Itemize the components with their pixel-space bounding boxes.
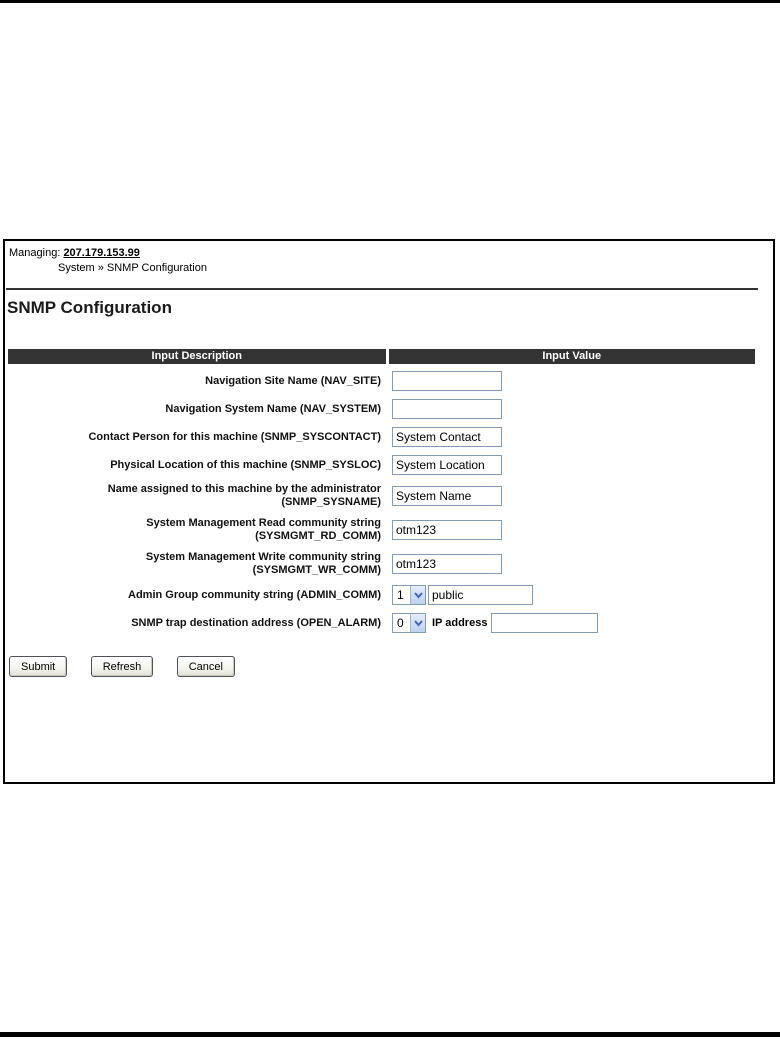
snmp-config-screenshot-frame xyxy=(3,239,775,784)
admin-comm-select-value: 1 xyxy=(397,588,404,602)
snmp-sysname-label: Name assigned to this machine by the administrator (SNMP_SYSNAME) xyxy=(107,483,381,508)
open-alarm-select-value: 0 xyxy=(397,616,404,631)
open-alarm-input[interactable] xyxy=(491,613,598,633)
managing-label: Managing: xyxy=(9,247,61,259)
sysmgmt-rd-comm-label: System Management Read community string (SYSMGMT_RD_COMM) xyxy=(146,517,381,542)
refresh-button[interactable]: Refresh xyxy=(91,656,154,677)
column-header-input-value: Input Value xyxy=(387,349,755,364)
admin-comm-label: Admin Group community string (ADMIN_COMM) xyxy=(128,588,381,601)
admin-comm-select[interactable] xyxy=(392,585,426,605)
dropdown-arrow-icon xyxy=(410,586,425,604)
sysmgmt-wr-comm-input[interactable] xyxy=(392,554,502,574)
nav-site-label: Navigation Site Name (NAV_SITE) xyxy=(205,374,381,387)
admin-comm-input[interactable] xyxy=(428,585,533,605)
page-bottom-rule xyxy=(0,1032,780,1037)
sysmgmt-rd-comm-input[interactable] xyxy=(392,520,502,540)
sysmgmt-wr-comm-value-cell xyxy=(387,547,755,581)
snmp-syscontact-label: Contact Person for this machine (SNMP_SYSCONTACT) xyxy=(88,430,381,443)
open-alarm-value-cell xyxy=(387,609,755,637)
open-alarm-inline-label: IP address xyxy=(432,617,488,630)
table-header-row xyxy=(8,349,755,364)
table-row xyxy=(8,581,755,609)
page-title: SNMP Configuration xyxy=(7,298,172,317)
column-header-input-description: Input Description xyxy=(8,349,387,364)
open-alarm-select[interactable] xyxy=(392,613,426,633)
table-row xyxy=(8,395,755,423)
page-top-rule xyxy=(0,0,780,3)
snmp-sysloc-input[interactable] xyxy=(392,455,502,475)
table-row xyxy=(8,547,755,581)
title-divider xyxy=(6,288,758,290)
nav-system-value-cell xyxy=(387,395,755,423)
table-row xyxy=(8,513,755,547)
managing-line xyxy=(9,247,140,259)
form-content xyxy=(8,349,755,677)
table-row xyxy=(8,451,755,479)
nav-site-value-cell xyxy=(387,364,755,395)
sysmgmt-rd-comm-value-cell xyxy=(387,513,755,547)
dropdown-arrow-icon xyxy=(410,614,425,632)
snmp-syscontact-value-cell xyxy=(387,423,755,451)
sysmgmt-wr-comm-label: System Management Write community string (SYSMGMT_WR_COMM) xyxy=(145,551,381,576)
table-row xyxy=(8,364,755,395)
snmp-sysloc-label: Physical Location of this machine (SNMP_SYSLOC) xyxy=(110,458,381,471)
admin-comm-value-cell xyxy=(387,581,755,609)
cancel-button[interactable]: Cancel xyxy=(177,656,235,677)
snmp-config-table xyxy=(8,349,755,637)
button-row xyxy=(9,656,755,677)
open-alarm-label: SNMP trap destination address (OPEN_ALARM) xyxy=(131,616,381,629)
snmp-sysname-input[interactable] xyxy=(392,486,502,506)
nav-system-label: Navigation System Name (NAV_SYSTEM) xyxy=(165,402,381,415)
nav-site-input[interactable] xyxy=(392,371,502,391)
submit-button[interactable]: Submit xyxy=(9,656,67,677)
managing-ip-link[interactable]: 207.179.153.99 xyxy=(63,247,140,259)
table-row xyxy=(8,423,755,451)
snmp-sysname-value-cell xyxy=(387,479,755,513)
snmp-sysloc-value-cell xyxy=(387,451,755,479)
table-row xyxy=(8,479,755,513)
snmp-syscontact-input[interactable] xyxy=(392,427,502,447)
table-row xyxy=(8,609,755,637)
breadcrumb: System » SNMP Configuration xyxy=(58,262,207,274)
nav-system-input[interactable] xyxy=(392,399,502,419)
